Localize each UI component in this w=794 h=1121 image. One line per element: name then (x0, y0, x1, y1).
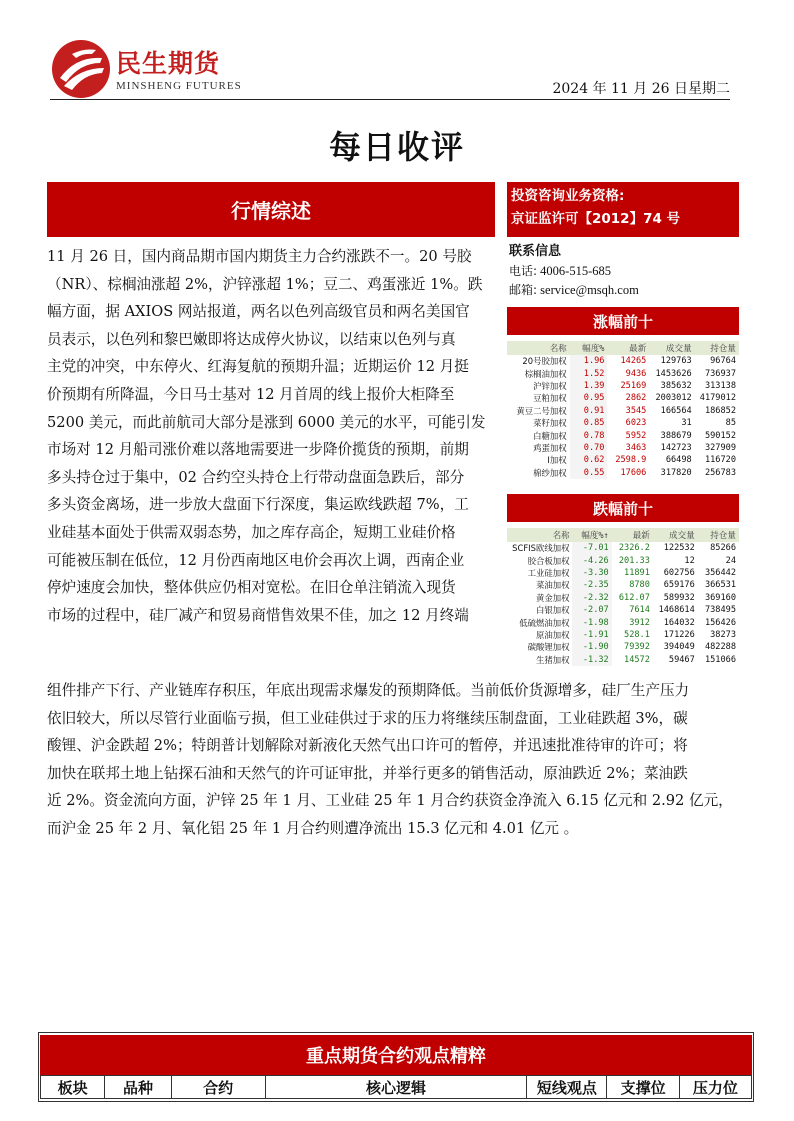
header-divider (50, 99, 730, 100)
change-cell: 0.78 (570, 429, 608, 441)
volume-cell: 394049 (663, 642, 695, 653)
open-interest-cell: 116720 (704, 455, 736, 466)
summary-line: 市场对 12 月船司涨价难以落地需要进一步降价揽货的预期，前期 (47, 441, 469, 459)
summary-line: 依旧较大，所以尽管行业面临亏损，但工业硅供过于求的压力将继续压制盘面，工业硅跌超 3%，碳 (47, 709, 688, 727)
name-cell: 沪锌加权 (533, 380, 567, 391)
open-interest-cell: 96764 (710, 356, 736, 367)
column-header: 持仓量 (698, 528, 739, 542)
table-row (507, 355, 739, 367)
price-cell: 2326.2 (618, 543, 650, 554)
name-cell: 白银加权 (535, 605, 570, 616)
minsheng-logo-icon (50, 38, 112, 100)
change-cell: 1.39 (570, 380, 608, 392)
price-cell: 8780 (629, 580, 650, 591)
market-summary-narrow (47, 243, 495, 629)
name-cell: 菜籽加权 (533, 418, 567, 429)
volume-cell: 164032 (663, 617, 695, 628)
summary-line: 停炉速度会加快，整体供应仍相对宽松。在旧仓单注销流入现货 (47, 579, 456, 597)
top-gainers-table (507, 341, 739, 479)
change-cell: -1.91 (572, 629, 611, 641)
summary-line: 11 月 26 日，国内商品期市国内期货主力合约涨跌不一。20 号胶 (47, 248, 472, 265)
summary-line: 组件排产下行、产业链库存积压，年底出现需求爆发的预期降低。当前低价货源增多，硅厂生产压力 (47, 682, 690, 699)
open-interest-cell: 85 (725, 418, 736, 429)
rank-header-row (507, 341, 739, 355)
change-cell: -1.98 (572, 616, 611, 628)
price-cell: 2598.9 (615, 455, 647, 466)
name-cell: 鸡蛋加权 (533, 442, 567, 453)
name-cell: 原油加权 (535, 629, 570, 640)
top-losers-title: 跌幅前十 (507, 494, 739, 522)
open-interest-cell: 736937 (704, 368, 736, 379)
section-title-market-overview: 行情综述 (47, 182, 495, 237)
price-cell: 14265 (620, 356, 647, 367)
summary-line: 幅方面，据 AXIOS 网站报道，两名以色列高级官员和两名美国官 (47, 303, 470, 321)
column-header: 压力位 (679, 1076, 751, 1099)
summary-line: 加快在联邦土地上钻探石油和天然气的许可证审批，并举行更多的销售活动，原油跌近 2%；菜油跌 (47, 764, 688, 782)
price-cell: 528.1 (624, 629, 650, 640)
table-row (507, 654, 739, 666)
top-gainers-title: 涨幅前十 (507, 307, 739, 335)
name-cell: 碳酸锂加权 (527, 642, 570, 653)
summary-line: 多头持仓过于集中，02 合约空头持仓上行带动盘面急跌后，部分 (47, 468, 465, 486)
table-row (507, 592, 739, 604)
table-row (507, 554, 739, 566)
volume-cell: 385632 (660, 380, 692, 391)
table-row (507, 367, 739, 379)
table-row (507, 442, 739, 454)
change-cell: -2.35 (572, 579, 611, 591)
volume-cell: 589932 (663, 592, 695, 603)
volume-cell: 2003012 (655, 393, 692, 404)
table-row (507, 392, 739, 404)
price-cell: 25169 (620, 380, 647, 391)
price-cell: 9436 (625, 368, 647, 379)
column-header: 幅度%↑ (572, 528, 611, 542)
summary-line: 主党的冲突，中东停火、红海复航的预期升温；近期运价 12 月挺 (47, 358, 469, 376)
email-label: 邮箱: (509, 283, 538, 297)
summary-line: 可能被压制在低位，12 月份西南地区电价会再次上调，西南企业 (47, 551, 465, 569)
email-address: service@msqh.com (540, 283, 639, 297)
open-interest-cell: 85266 (710, 543, 736, 554)
change-cell: 0.85 (570, 417, 608, 429)
volume-cell: 602756 (663, 567, 695, 578)
top-losers-table (507, 528, 739, 666)
column-header: 板块 (41, 1076, 105, 1099)
column-header: 短线观点 (527, 1076, 607, 1099)
price-cell: 3463 (625, 442, 647, 453)
price-cell: 3545 (625, 405, 647, 416)
volume-cell: 59467 (668, 654, 695, 665)
brand-name-en: MINSHENG FUTURES (116, 80, 242, 92)
volume-cell: 142723 (660, 442, 692, 453)
column-header: 幅度% (570, 341, 608, 355)
table-row (507, 641, 739, 653)
change-cell: -7.01 (572, 542, 611, 554)
summary-line: 而沪金 25 年 2 月、氧化铝 25 年 1 月合约则遭净流出 15.3 亿元和 4.01 亿元 。 (47, 819, 579, 837)
phone-number: 4006-515-685 (540, 264, 611, 278)
key-views-title: 重点期货合约观点精粹 (40, 1035, 752, 1075)
price-cell: 201.33 (618, 555, 650, 566)
summary-line: 酸锂、沪金跌超 2%；特朗普计划解除对新液化天然气出口许可的暂停，并迅速批准待审的许可；将 (47, 737, 688, 755)
open-interest-cell: 369160 (704, 592, 736, 603)
change-cell: -2.07 (572, 604, 611, 616)
key-views-table (40, 1075, 752, 1099)
open-interest-cell: 156426 (704, 617, 736, 628)
name-cell: 低硫燃油加权 (519, 617, 570, 628)
volume-cell: 166564 (660, 405, 692, 416)
change-cell: 0.91 (570, 405, 608, 417)
table-row (507, 429, 739, 441)
price-cell: 11891 (624, 567, 650, 578)
open-interest-cell: 327909 (704, 442, 736, 453)
table-row (507, 454, 739, 466)
price-cell: 5952 (625, 430, 647, 441)
change-cell: -2.32 (572, 592, 611, 604)
key-views-header-row (41, 1076, 752, 1099)
open-interest-cell: 151066 (704, 654, 736, 665)
column-header: 成交量 (649, 341, 694, 355)
qualification-line-1: 投资咨询业务资格: (511, 188, 625, 204)
change-cell: 1.52 (570, 367, 608, 379)
name-cell: I加权 (547, 455, 567, 466)
volume-cell: 31 (681, 418, 692, 429)
market-summary-full (47, 677, 747, 843)
price-cell: 6023 (625, 418, 647, 429)
table-row (507, 567, 739, 579)
volume-cell: 1453626 (655, 368, 692, 379)
table-row (507, 405, 739, 417)
open-interest-cell: 313138 (704, 380, 736, 391)
volume-cell: 66498 (665, 455, 692, 466)
contact-email (509, 281, 639, 298)
name-cell: 白糖加权 (533, 430, 567, 441)
summary-line: 价预期有所降温，今日马士基对 12 月首周的线上报价大柜降至 (47, 385, 455, 403)
change-cell: -1.90 (572, 641, 611, 653)
price-cell: 14572 (624, 654, 650, 665)
column-header: 名称 (507, 341, 570, 355)
open-interest-cell: 186852 (704, 405, 736, 416)
change-cell: 0.70 (570, 442, 608, 454)
change-cell: -3.30 (572, 567, 611, 579)
summary-line: 5200 美元，而此前航司大部分是涨到 6000 美元的水平，可能引发 (47, 413, 486, 431)
name-cell: 胶合板加权 (527, 555, 570, 566)
rank-header-row (507, 528, 739, 542)
brand-name-cn: 民生期货 (116, 49, 221, 78)
summary-line: 市场的过程中，硅厂减产和贸易商惜售效果不佳，加之 12 月终端 (47, 606, 469, 624)
open-interest-cell: 356442 (704, 567, 736, 578)
volume-cell: 122532 (663, 543, 695, 554)
open-interest-cell: 366531 (704, 580, 736, 591)
open-interest-cell: 482288 (704, 642, 736, 653)
open-interest-cell: 590152 (704, 430, 736, 441)
price-cell: 612.07 (618, 592, 650, 603)
summary-line: 业硅基本面处于供需双弱态势，加之库存高企，短期工业硅价格 (47, 523, 456, 541)
contact-phone (509, 262, 611, 279)
change-cell: 0.95 (570, 392, 608, 404)
price-cell: 2862 (625, 393, 647, 404)
summary-line: （NR）、棕榈油涨超 2%，沪锌涨超 1%；豆二、鸡蛋涨近 1%。跌 (47, 275, 483, 293)
column-header: 最新 (607, 341, 649, 355)
change-cell: 0.55 (570, 467, 608, 479)
price-cell: 17606 (620, 467, 647, 478)
open-interest-cell: 24 (725, 555, 736, 566)
table-row (507, 380, 739, 392)
column-header: 品种 (105, 1076, 171, 1099)
table-row (507, 629, 739, 641)
change-cell: 0.62 (570, 454, 608, 466)
table-row (507, 579, 739, 591)
open-interest-cell: 256783 (704, 467, 736, 478)
open-interest-cell: 738495 (704, 605, 736, 616)
summary-line: 员表示，以色列和黎巴嫩即将达成停火协议，以结束以色列与真 (47, 330, 456, 348)
column-header: 合约 (171, 1076, 265, 1099)
column-header: 支撑位 (607, 1076, 679, 1099)
volume-cell: 1468614 (658, 605, 695, 616)
name-cell: 黄豆二号加权 (516, 405, 567, 416)
table-row (507, 616, 739, 628)
price-cell: 79392 (624, 642, 650, 653)
name-cell: 黄金加权 (535, 592, 570, 603)
volume-cell: 659176 (663, 580, 695, 591)
phone-label: 电话: (509, 264, 538, 278)
page-title: 每日收评 (328, 128, 465, 166)
column-header: 名称 (507, 528, 572, 542)
table-row (507, 467, 739, 479)
qualification-box (507, 182, 739, 237)
name-cell: 豆粕加权 (533, 393, 567, 404)
change-cell: -4.26 (572, 554, 611, 566)
volume-cell: 12 (684, 555, 695, 566)
summary-line: 多头资金离场，进一步放大盘面下行深度，集运欧线跌超 7%，工 (47, 496, 469, 514)
contact-heading: 联系信息 (509, 244, 562, 259)
report-date: 2024 年 11 月 26 日星期二 (552, 81, 730, 97)
name-cell: SCFIS欧线加权 (512, 543, 570, 554)
change-cell: -1.32 (572, 654, 611, 666)
volume-cell: 388679 (660, 430, 692, 441)
price-cell: 7614 (629, 605, 650, 616)
column-header: 成交量 (653, 528, 698, 542)
price-cell: 3912 (629, 617, 650, 628)
name-cell: 生猪加权 (535, 654, 570, 665)
table-row (507, 542, 739, 554)
name-cell: 菜油加权 (535, 580, 570, 591)
volume-cell: 129763 (660, 356, 692, 367)
column-header: 持仓量 (695, 341, 739, 355)
name-cell: 棉纱加权 (533, 467, 567, 478)
volume-cell: 171226 (663, 629, 695, 640)
qualification-line-2: 京证监许可【2012】74 号 (511, 211, 681, 227)
open-interest-cell: 38273 (710, 629, 736, 640)
table-row (507, 417, 739, 429)
summary-line: 近 2%。资金流向方面，沪锌 25 年 1 月、工业硅 25 年 1 月合约获资金净流入 6.15 亿元和 2.92 亿元， (47, 792, 733, 810)
open-interest-cell: 4179012 (699, 393, 736, 404)
volume-cell: 317820 (660, 467, 692, 478)
name-cell: 棕榈油加权 (524, 368, 567, 379)
column-header: 最新 (612, 528, 653, 542)
name-cell: 工业硅加权 (527, 567, 570, 578)
change-cell: 1.96 (570, 355, 608, 367)
column-header: 核心逻辑 (265, 1076, 527, 1099)
table-row (507, 604, 739, 616)
name-cell: 20号胶加权 (522, 356, 567, 367)
